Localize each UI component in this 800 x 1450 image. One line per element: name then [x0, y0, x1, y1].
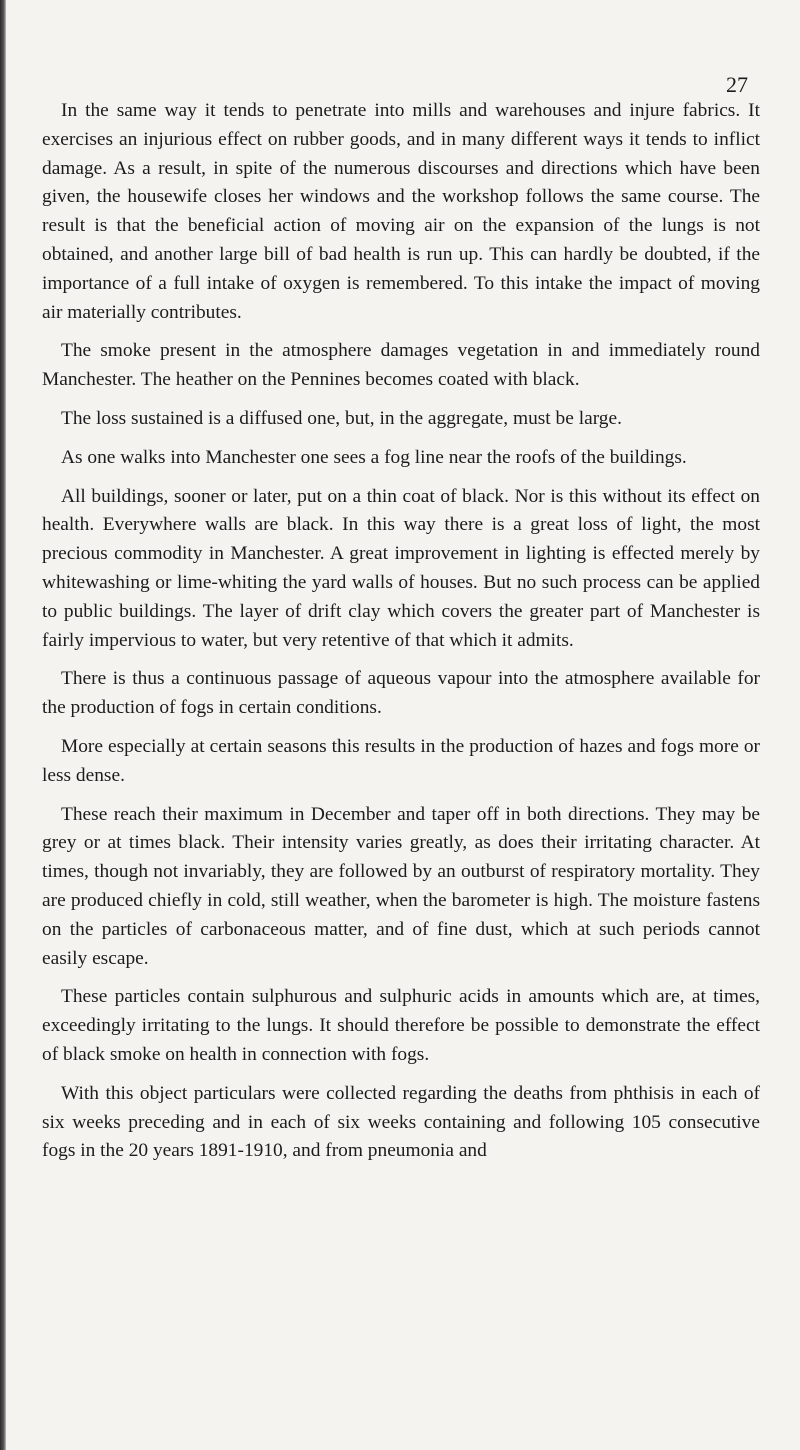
- page-binding-edge: [0, 0, 6, 1450]
- paragraph-8: These reach their maximum in December and taper off in both directions. They may be grey or at times black. Their intensity varies greatly, as does their irritating character. At times, though not invariably, they are followed by an outburst of respiratory mortality. They are produced chiefly in cold, still weather, when the barometer is high. The moisture fastens on the particles of carbonaceous matter, and of fine dust, which at such periods cannot easily escape.: [42, 803, 760, 969]
- page-body: [42, 97, 760, 1166]
- page-number: 27: [726, 72, 748, 97]
- paragraph-6: There is thus a continuous passage of aqueous vapour into the atmosphere available for the production of fogs in certain conditions.: [42, 668, 760, 719]
- paragraph-5: All buildings, sooner or later, put on a thin coat of black. Nor is this without its effect on health. Everywhere walls are black. In this way there is a great loss of light, the most precious commodity in Manchester. A great improvement in lighting is effected merely by whitewashing or lime-whiting the yard walls of houses. But no such process can be applied to public buildings. The layer of drift clay which covers the greater part of Manchester is fairly impervious to water, but very retentive of that which it admits.: [42, 485, 760, 651]
- paragraph-4: As one walks into Manchester one sees a fog line near the roofs of the buildings.: [61, 446, 687, 468]
- paragraph-2: The smoke present in the atmosphere damages vegetation in and immediately round Manchester. The heather on the Pennines becomes coated with black.: [42, 340, 760, 391]
- paragraph-7: More especially at certain seasons this results in the production of hazes and fogs more or less dense.: [42, 735, 760, 786]
- paragraph-1: In the same way it tends to penetrate into mills and warehouses and injure fabrics. It exercises an injurious effect on rubber goods, and in many different ways it tends to inflict damage. As a result, in spite of the numerous discourses and directions which have been given, the housewife closes her windows and the workshop follows the same course. The result is that the beneficial action of moving air on the expansion of the lungs is not obtained, and another large bill of bad health is run up. This can hardly be doubted, if the importance of a full intake of oxygen is remembered. To this intake the impact of moving air materially contributes.: [42, 100, 760, 323]
- paragraph-9: These particles contain sulphurous and sulphuric acids in amounts which are, at times, exceedingly irritating to the lungs. It should therefore be possible to demonstrate the effect of black smoke on health in connection with fogs.: [42, 986, 760, 1065]
- paragraph-3: The loss sustained is a diffused one, but, in the aggregate, must be large.: [61, 407, 622, 429]
- paragraph-10: With this object particulars were collected regarding the deaths from phthisis in each of six weeks preceding and in each of six weeks containing and following 105 consecutive fogs in the 20 years 1891-1910, and from pneumonia and: [42, 1082, 760, 1162]
